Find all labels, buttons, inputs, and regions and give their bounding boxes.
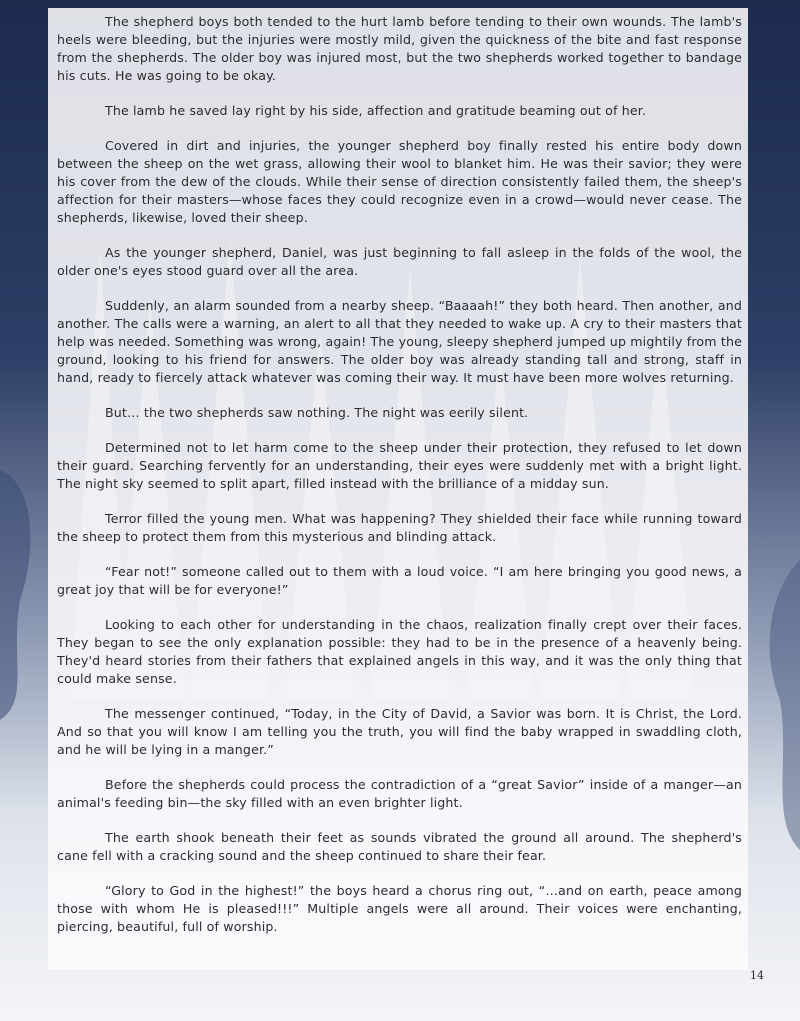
paragraph: “Fear not!” someone called out to them with a loud voice. “I am here bringing you good news, a great joy that will be for everyone!”	[57, 564, 742, 597]
paragraph: But… the two shepherds saw nothing. The night was eerily silent.	[105, 405, 529, 420]
paragraph: Before the shepherds could process the contradiction of a “great Savior” inside of a manger—an animal's feeding bin—the sky filled with an even brighter light.	[57, 777, 742, 810]
paragraph: As the younger shepherd, Daniel, was just beginning to fall asleep in the folds of the wool, the older one's eyes stood guard over all the area.	[57, 245, 742, 278]
paragraph: Suddenly, an alarm sounded from a nearby sheep. “Baaaah!” they both heard. Then another, and another. The calls were a warning, an alert to all that they needed to wake up. A cry to their masters that help was needed. Something was wrong, again! The young, sleepy shepherd jumped up mightily from the ground, looking to his friend for answers. The older boy was already standing tall and strong, staff in hand, ready to fiercely attack whatever was coming their way. It must have been more wolves returning.	[57, 298, 742, 385]
paragraph: Terror filled the young men. What was happening? They shielded their face while running toward the sheep to protect them from this mysterious and blinding attack.	[57, 511, 742, 544]
paragraph: The messenger continued, “Today, in the City of David, a Savior was born. It is Christ, the Lord. And so that you will know I am telling you the truth, you will find the baby wrapped in swaddling cloth, and he will be lying in a manger.”	[57, 706, 742, 757]
paragraph: Covered in dirt and injuries, the younger shepherd boy finally rested his entire body down between the sheep on the wet grass, allowing their wool to blanket him. He was their savior; they were his cover from the dew of the clouds. While their sense of direction consistently failed them, the sheep's affection for their masters—whose faces they could recognize even in a crowd—would never cease. The shepherds, likewise, loved their sheep.	[57, 138, 742, 225]
paragraph: The shepherd boys both tended to the hurt lamb before tending to their own wounds. The lamb's heels were bleeding, but the injuries were mostly mild, given the quickness of the bite and fast response from the shepherds. The older boy was injured most, but the two shepherds worked together to bandage his cuts. He was going to be okay.	[57, 14, 742, 83]
paragraph: Looking to each other for understanding in the chaos, realization finally crept over their faces. They began to see the only explanation possible: they had to be in the presence of a heavenly being. They'd heard stories from their fathers that explained angels in this way, and it was the only thing that could make sense.	[57, 617, 742, 686]
paragraph: Determined not to let harm come to the sheep under their protection, they refused to let down their guard. Searching fervently for an understanding, their eyes were suddenly met with a bright light. The night sky seemed to split apart, filled instead with the brilliance of a midday sun.	[57, 440, 742, 491]
paragraph: The lamb he saved lay right by his side, affection and gratitude beaming out of her.	[105, 103, 647, 118]
paragraph: The earth shook beneath their feet as sounds vibrated the ground all around. The shepherd's cane fell with a cracking sound and the sheep continued to share their fear.	[57, 830, 742, 863]
story-text	[57, 13, 742, 936]
page-number: 14	[750, 969, 764, 982]
paragraph: “Glory to God in the highest!” the boys heard a chorus ring out, “…and on earth, peace among those with whom He is pleased!!!” Multiple angels were all around. Their voices were enchanting, piercing, beautiful, full of worship.	[57, 883, 742, 934]
